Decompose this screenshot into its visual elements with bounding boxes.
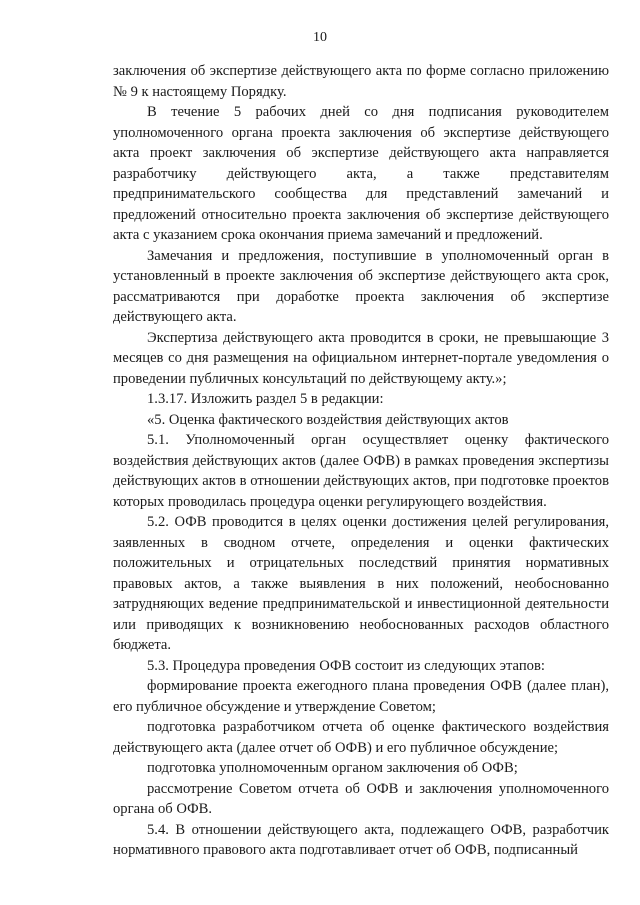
document-body — [113, 61, 609, 861]
paragraph-expert-conclusion-form: заключения об экспертизе действующего акта по форме согласно приложению № 9 к настоящему Порядку. — [113, 63, 609, 100]
paragraph-expertise-term: Экспертиза действующего акта проводится в сроки, не превышающие 3 месяцев со дня размещения на официальном интернет-портале уведомления о проведении публичных консультаций по действующему акту.»; — [113, 329, 609, 387]
list-item-report-preparation: подготовка разработчиком отчета об оценке фактического воздействия действующего акта (далее отчет об ОФВ) и его публичное обсуждение; — [113, 719, 609, 756]
paragraph-5-2: 5.2. ОФВ проводится в целях оценки достижения целей регулирования, заявленных в сводном отчете, определения и оценки фактических положительных и отрицательных последствий принятия нормативных правовых актов, а также выявления в них положений, необоснованно затрудняющих ведение предпринимательской и инвестиционной деятельности или приводящих к возникновению необоснованных расходов областного бюджета. — [113, 514, 609, 653]
section-5-heading: «5. Оценка фактического воздействия действующих актов — [147, 411, 509, 428]
list-item-council-review: рассмотрение Советом отчета об ОФВ и заключения уполномоченного органа об ОФВ. — [113, 780, 609, 817]
paragraph-5-1: 5.1. Уполномоченный орган осуществляет оценку фактического воздействия действующих актов (далее ОФВ) в рамках проведения экспертизы действующих актов в отношении действующих актов, при подготовке проектов которых проводилась процедура оценки регулирующего воздействия. — [113, 432, 609, 510]
paragraph-clause-1-3-17: 1.3.17. Изложить раздел 5 в редакции: — [147, 391, 384, 407]
paragraph-5-3: 5.3. Процедура проведения ОФВ состоит из следующих этапов: — [147, 657, 545, 674]
page-number: 10 — [313, 30, 327, 45]
paragraph-five-working-days: В течение 5 рабочих дней со дня подписания руководителем уполномоченного органа проекта заключения об экспертизе действующего акта проект заключения об экспертизе действующего акта направляется разработчику действующего акта, а также представителям предпринимательского сообщества для представлений замечаний и предложений относительно проекта заключения об экспертизе действующего акта с указанием срока окончания приема замечаний и предложений. — [113, 104, 609, 243]
list-item-plan-formation: формирование проекта ежегодного плана проведения ОФВ (далее план), его публичное обсуждение и утверждение Советом; — [113, 678, 609, 715]
paragraph-5-4: 5.4. В отношении действующего акта, подлежащего ОФВ, разработчик нормативного правового акта подготавливает отчет об ОФВ, подписанный — [113, 821, 609, 858]
paragraph-remarks-proposals: Замечания и предложения, поступившие в уполномоченный орган в установленный в проекте заключения об экспертизе действующего акта срок, рассматриваются при доработке проекта заключения об экспертизе действующего акта. — [113, 247, 609, 325]
list-item-conclusion-preparation: подготовка уполномоченным органом заключения об ОФВ; — [147, 760, 518, 776]
